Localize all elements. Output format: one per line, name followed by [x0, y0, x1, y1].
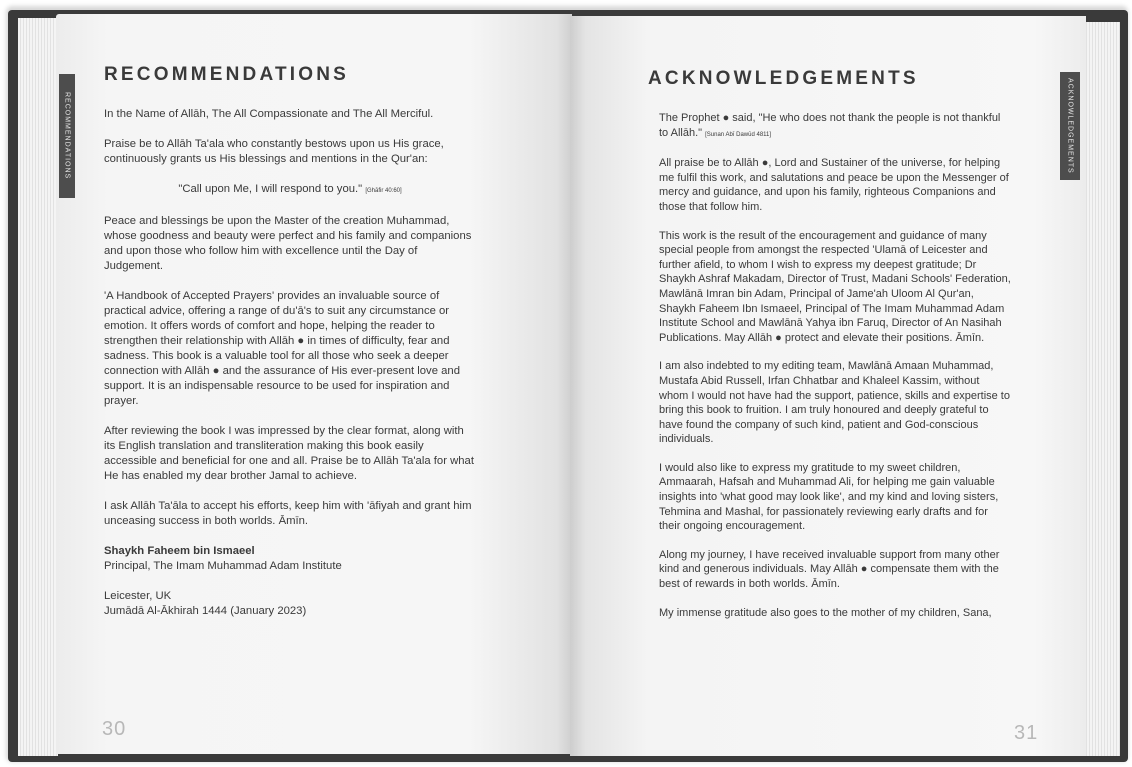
paragraph: I ask Allāh Ta'āla to accept his efforts, keep him with 'āfiyah and grant him unceasing success in both worlds. Āmīn.: [104, 500, 472, 527]
signature: [104, 544, 476, 574]
date: Jumādā Al-Ākhirah 1444 (January 2023): [104, 605, 307, 617]
hadith-text: The Prophet ● said, "He who does not thank the people is not thankful to Allāh.": [659, 112, 1001, 139]
section-tab-recommendations: [59, 74, 75, 198]
signature-title: Principal, The Imam Muhammad Adam Institute: [104, 560, 342, 572]
page-edges-right: [1080, 22, 1120, 756]
right-page-body: [659, 111, 1011, 620]
paragraph: This work is the result of the encouragement and guidance of many special people from amongst the respected 'Ulamā of Leicester and further afield, to whom I wish to express my deepest gratitude; Dr Shaykh Ashraf Makadam, Director of Trust, Madani Schools' Federation, Mawlānā Imran bin Adam, Principal of Jame'ah Uloom Al Qur'an, Shaykh Faheem Ibn Ismaeel, Principal of The Imam Muhammad Adam Institute School and Mawlānā Yahya ibn Faruq, Director of An Nasihah Publications. May Allāh ● protect and elevate their positions. Āmīn.: [659, 229, 1011, 344]
signature-name: Shaykh Faheem bin Ismaeel: [104, 545, 255, 557]
paragraph: Praise be to Allāh Ta'ala who constantly bestows upon us His grace, continuously grants us His blessings and mentions in the Qur'an:: [104, 138, 444, 165]
paragraph: Along my journey, I have received invaluable support from many other kind and generous individuals. May Allāh ● compensate them with the best of rewards in both worlds. Āmīn.: [659, 548, 1000, 591]
paragraph: After reviewing the book I was impressed by the clear format, along with its English translation and transliteration making this book easily accessible and beneficial for one and all. Praise be to Allāh Ta'ala for what He has enabled my dear brother Jamal to achieve.: [104, 425, 474, 482]
quote-text: "Call upon Me, I will respond to you.": [178, 183, 363, 195]
hadith-reference: [Sunan Abī Dawūd 4811]: [705, 131, 772, 138]
paragraph: Peace and blessings be upon the Master of the creation Muhammad, whose goodness and beauty were perfect and his family and companions and upon those who follow him with excellence until the Day of Judgement.: [104, 215, 472, 272]
paragraph: All praise be to Allāh ●, Lord and Sustainer of the universe, for helping me fulfil this work, and salutations and peace be upon the Messenger of mercy and guidance, and upon his family, righteous Companions and those that follow him.: [659, 157, 1009, 213]
page-heading: ACKNOWLEDGEMENTS: [648, 68, 919, 89]
section-tab-acknowledgements: [1060, 72, 1080, 180]
paragraph: [659, 111, 1011, 142]
section-tab-label: ACKNOWLEDGEMENTS: [1066, 78, 1074, 174]
quote-reference: [Ghāfir 40:60]: [365, 188, 402, 194]
paragraph: I am also indebted to my editing team, Mawlānā Amaan Muhammad, Mustafa Abid Russell, Irfan Chhatbar and Khaleel Kassim, without whom I would not have had the support, patience, skills and expertise to bring this book to fruition. I am truly honoured and deeply grateful to have found the company of such kind, patient and God-conscious individuals.: [659, 360, 1010, 446]
page-edges-left: [18, 18, 58, 756]
paragraph: I would also like to express my gratitude to my sweet children, Ammaarah, Hafsah and Muhammad Ali, for helping me gain valuable insights into 'what good may look like', and my kind and loving sisters, Tehmina and Mashal, for passionately reviewing early drafts and for their ongoing encouragement.: [659, 461, 999, 533]
left-page-body: [104, 107, 476, 634]
place: Leicester, UK: [104, 590, 172, 602]
paragraph: 'A Handbook of Accepted Prayers' provides an invaluable source of practical advice, offering a range of du'ā's to suit any circumstance or emotion. It offers words of comfort and hope, helping the reader to strengthen their relationship with Allāh ● in times of difficulty, fear and sadness. This book is a valuable tool for all those who seek a deeper connection with Allāh ● and the assurance of His ever-present love and support. It is an indispensable resource to be used for inspiration and prayer.: [104, 290, 460, 407]
quote: [104, 182, 476, 199]
page-number: 30: [102, 718, 127, 740]
page-heading: RECOMMENDATIONS: [104, 64, 350, 85]
paragraph: My immense gratitude also goes to the mother of my children, Sana,: [659, 606, 992, 619]
left-page: [56, 14, 572, 754]
location-date: [104, 589, 476, 619]
right-page: [570, 16, 1086, 756]
page-number: 31: [1014, 722, 1039, 744]
paragraph: In the Name of Allāh, The All Compassionate and The All Merciful.: [104, 108, 434, 120]
section-tab-label: RECOMMENDATIONS: [63, 92, 71, 180]
